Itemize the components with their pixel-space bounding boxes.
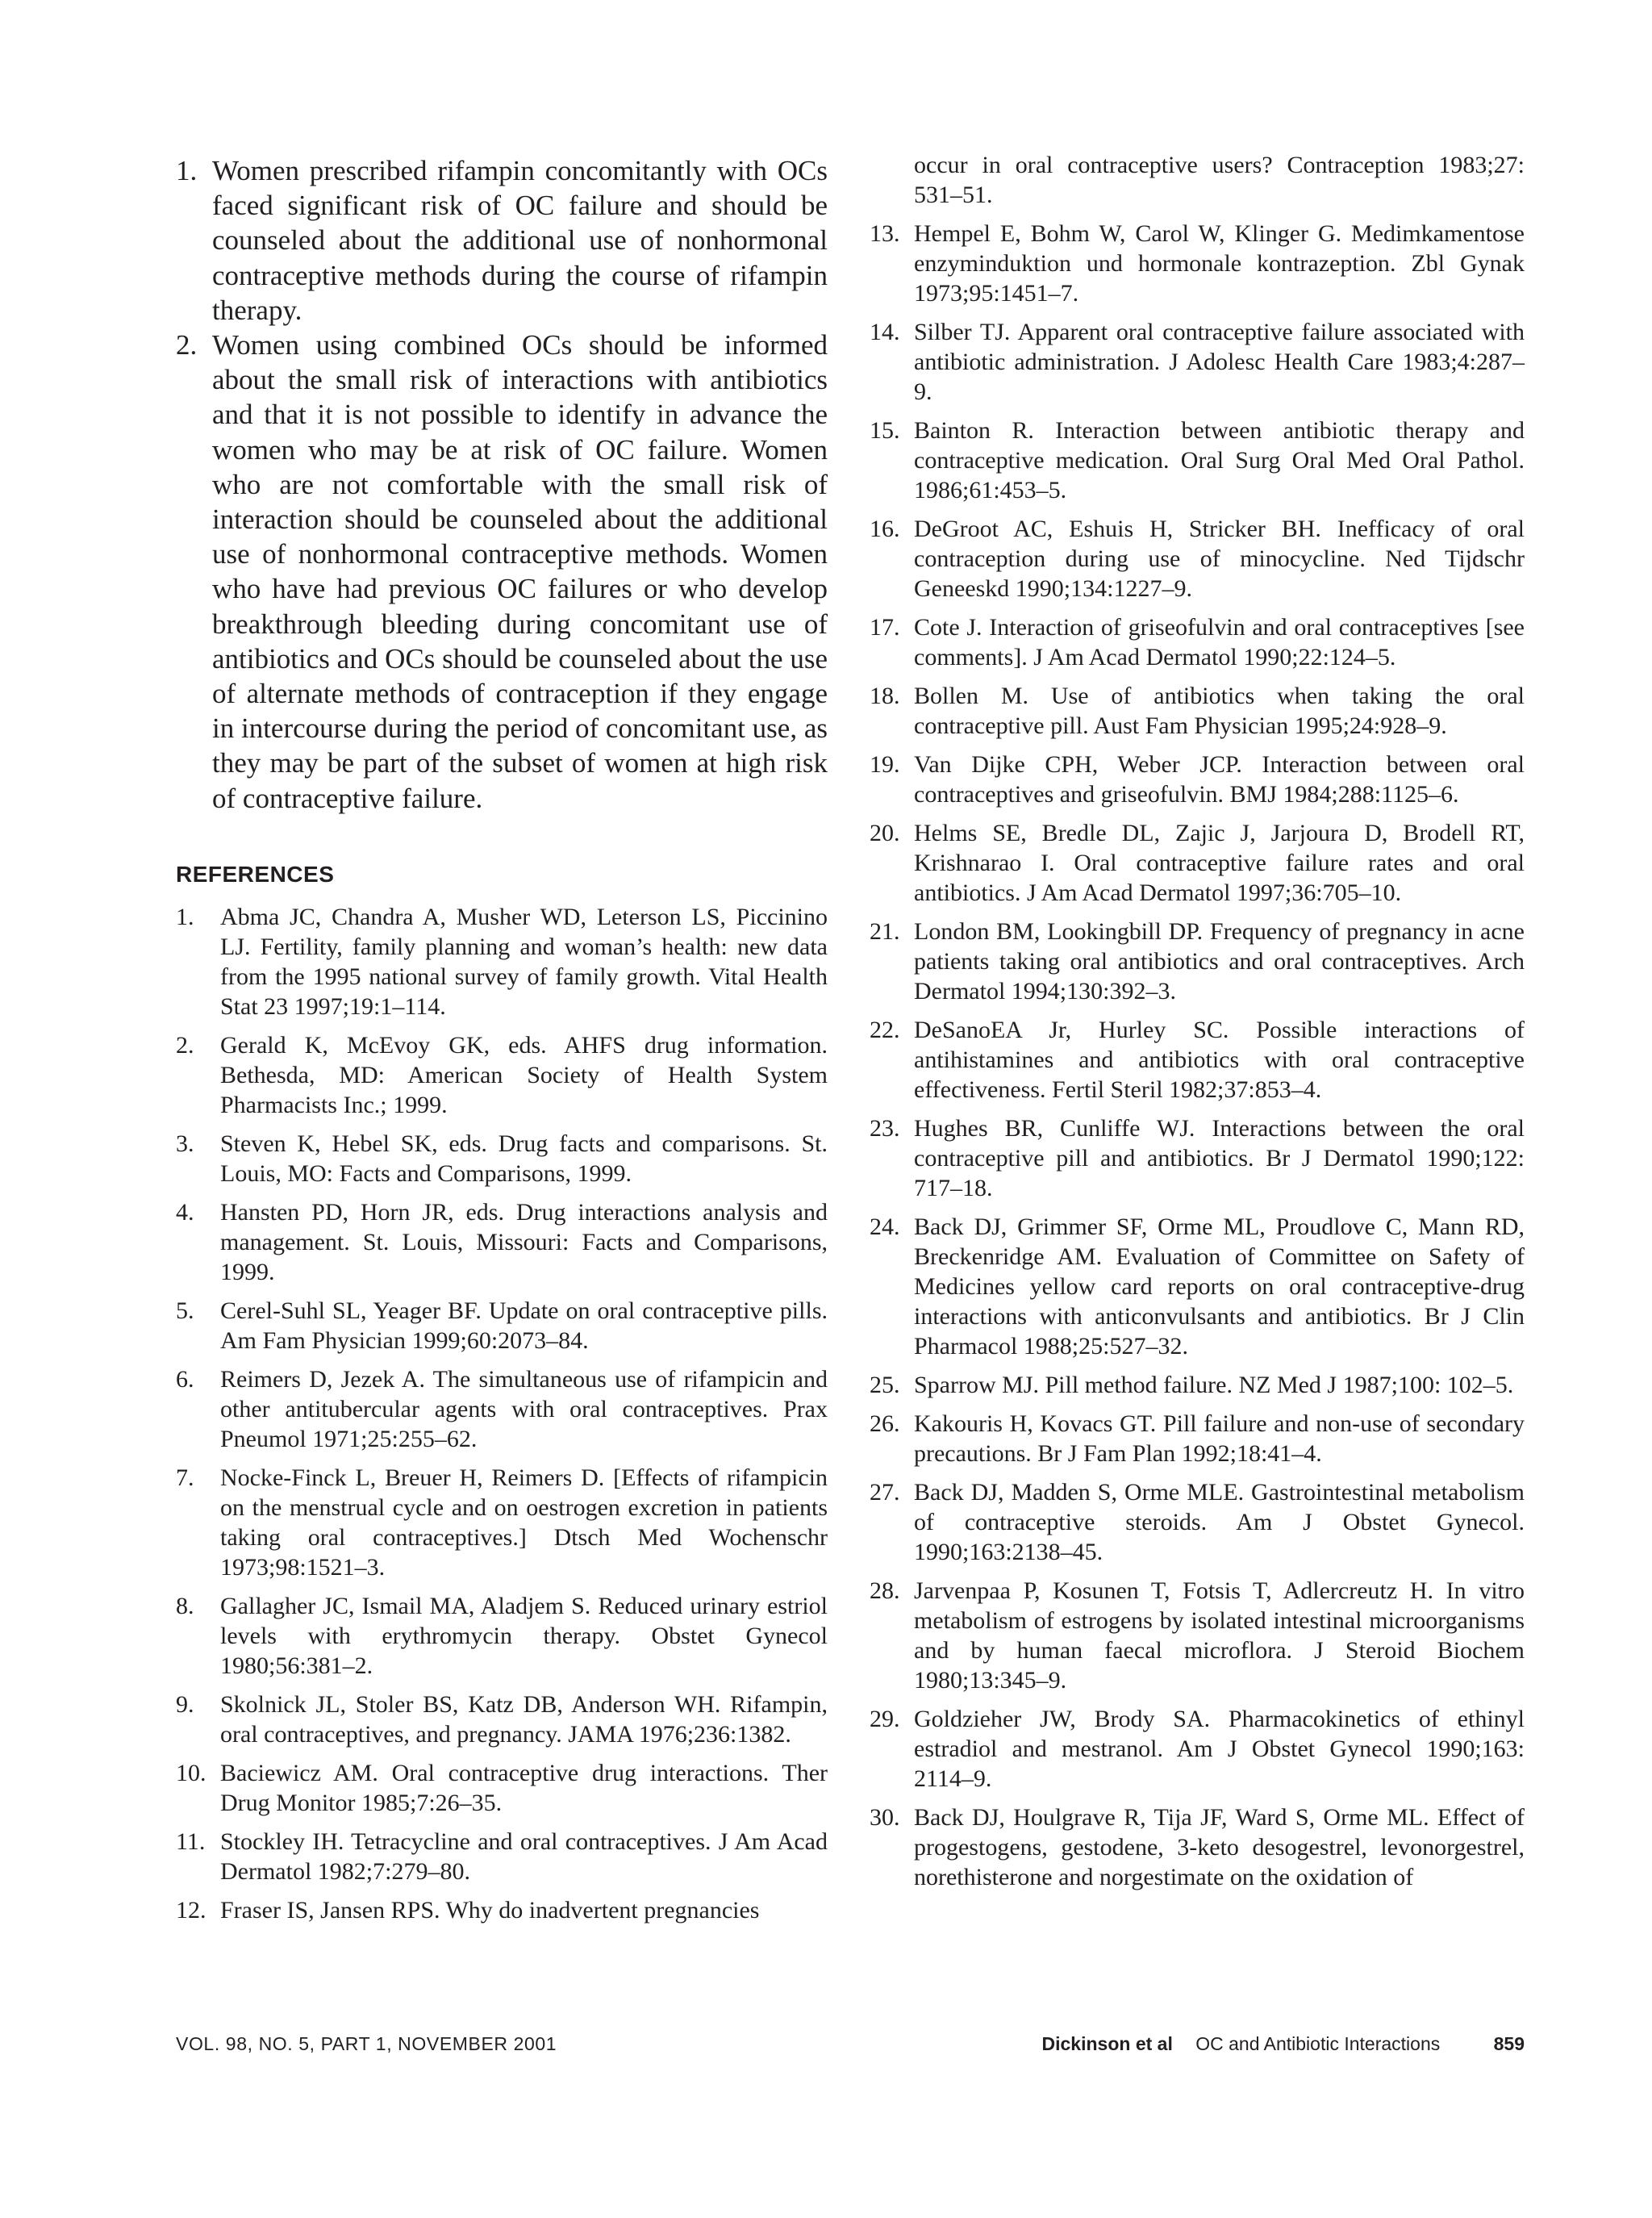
recommendation-item (176, 328, 828, 816)
reference-text: Gerald K, McEvoy GK, eds. AHFS drug information. Bethesda, MD: American Society of Health System Pharmacists Inc.; 1999. (220, 1032, 828, 1118)
reference-number: 9. (176, 1691, 194, 1718)
reference-text: Sparrow MJ. Pill method failure. NZ Med J 1987;100: 102–5. (914, 1372, 1514, 1398)
reference-item (176, 1591, 828, 1681)
reference-text: Kakouris H, Kovacs GT. Pill failure and non-use of secondary precautions. Br J Fam Plan 1992;18:41–4. (914, 1410, 1525, 1467)
running-footer (1042, 2033, 1525, 2055)
reference-number: 17. (870, 614, 900, 641)
reference-number: 23. (870, 1115, 900, 1142)
reference-item (870, 1212, 1525, 1361)
reference-text: Hughes BR, Cunliffe WJ. Interactions between the oral contraceptive pill and antibiotics. Br J Dermatol 1990;122: 717–18. (914, 1115, 1525, 1201)
reference-item (870, 1015, 1525, 1105)
reference-item (176, 1895, 828, 1925)
reference-item (176, 1197, 828, 1287)
reference-number: 8. (176, 1593, 194, 1619)
reference-continuation-text: occur in oral contraceptive users? Contraception 1983;27: 531–51. (914, 152, 1525, 208)
reference-text: Hempel E, Bohm W, Carol W, Klinger G. Medimkamentose enzyminduktion und hormonale kontrazeption. Zbl Gynak 1973;95:1451–7. (914, 220, 1525, 307)
reference-item (870, 1370, 1525, 1400)
reference-text: Stockley IH. Tetracycline and oral contraceptives. J Am Acad Dermatol 1982;7:279–80. (220, 1828, 828, 1885)
reference-number: 15. (870, 417, 900, 444)
reference-number: 28. (870, 1577, 900, 1604)
reference-number: 24. (870, 1213, 900, 1240)
reference-item (176, 1758, 828, 1818)
reference-number: 30. (870, 1804, 900, 1831)
reference-number: 19. (870, 751, 900, 778)
reference-item (176, 1129, 828, 1188)
reference-number: 4. (176, 1199, 194, 1226)
reference-number: 12. (176, 1897, 206, 1924)
reference-text: Cote J. Interaction of griseofulvin and oral contraceptives [see comments]. J Am Acad Dermatol 1990;22:124–5. (914, 614, 1525, 670)
reference-number: 10. (176, 1760, 206, 1786)
reference-text: Gallagher JC, Ismail MA, Aladjem S. Reduced urinary estriol levels with erythromycin therapy. Obstet Gynecol 1980;56:381–2. (220, 1593, 828, 1679)
reference-item (176, 1030, 828, 1120)
reference-number: 14. (870, 319, 900, 345)
reference-number: 27. (870, 1479, 900, 1506)
reference-text: Fraser IS, Jansen RPS. Why do inadvertent pregnancies (220, 1897, 760, 1924)
recommendation-text: Women using combined OCs should be informed about the small risk of interactions with antibiotics and that it is not possible to identify in advance the women who may be at risk of OC failure. Women who are not comfortable with the small risk of interaction should be counseled about the additional use of nonhormonal contraceptive methods. Women who have had previous OC failures or who develop breakthrough bleeding during concomitant use of antibiotics and OCs should be counseled about the use of alternate methods of contraception if they engage in intercourse during the period of concomitant use, as they may be part of the subset of women at high risk of contraceptive failure. (212, 329, 828, 814)
references-list-right (870, 219, 1525, 1892)
reference-item (870, 514, 1525, 604)
reference-number: 18. (870, 683, 900, 709)
reference-item (176, 902, 828, 1021)
left-column (176, 153, 828, 1924)
right-column (870, 150, 1525, 1901)
reference-text: DeSanoEA Jr, Hurley SC. Possible interactions of antihistamines and antibiotics with oral contraceptive effectiveness. Fertil Steril 1982;37:853–4. (914, 1017, 1525, 1103)
reference-item (176, 1690, 828, 1749)
reference-number: 29. (870, 1706, 900, 1732)
recommendation-text: Women prescribed rifampin concomitantly with OCs faced significant risk of OC failure and should be counseled about the additional use of nonhormonal contraceptive methods during the course of rifampin therapy. (212, 155, 828, 326)
reference-number: 16. (870, 516, 900, 542)
reference-number: 2. (176, 1032, 194, 1059)
reference-number: 7. (176, 1464, 194, 1491)
reference-text: Goldzieher JW, Brody SA. Pharmacokinetics of ethinyl estradiol and mestranol. Am J Obstet Gynecol 1990;163: 2114–9. (914, 1706, 1525, 1792)
running-authors: Dickinson et al (1041, 2033, 1173, 2054)
reference-item (870, 1576, 1525, 1695)
reference-item (176, 1463, 828, 1582)
reference-number: 11. (176, 1828, 206, 1855)
reference-number: 20. (870, 820, 900, 846)
reference-text: DeGroot AC, Eshuis H, Stricker BH. Inefficacy of oral contraception during use of minocycline. Ned Tijdschr Geneeskd 1990;134:1227–9. (914, 516, 1525, 602)
reference-item (870, 750, 1525, 809)
running-title: OC and Antibiotic Interactions (1195, 2033, 1441, 2054)
recommendation-item (176, 153, 828, 328)
reference-item (870, 818, 1525, 908)
reference-text: Cerel-Suhl SL, Yeager BF. Update on oral contraceptive pills. Am Fam Physician 1999;60:2073–84. (220, 1297, 828, 1354)
reference-text: Abma JC, Chandra A, Musher WD, Leterson LS, Piccinino LJ. Fertility, family planning and woman’s health: new data from the 1995 national survey of family growth. Vital Health Stat 23 1997;19:1–114. (220, 904, 828, 1020)
reference-number: 5. (176, 1297, 194, 1324)
reference-text: Bainton R. Interaction between antibiotic therapy and contraceptive medication. Oral Surg Oral Med Oral Pathol. 1986;61:453–5. (914, 417, 1525, 503)
reference-text: Nocke-Finck L, Breuer H, Reimers D. [Effects of rifampicin on the menstrual cycle and on oestrogen excretion in patients taking oral contraceptives.] Dtsch Med Wochenschr 1973;98:1521–3. (220, 1464, 828, 1581)
reference-number: 3. (176, 1130, 194, 1157)
reference-item (870, 317, 1525, 407)
reference-item (870, 612, 1525, 672)
reference-item (870, 917, 1525, 1006)
reference-text: Bollen M. Use of antibiotics when taking the oral contraceptive pill. Aust Fam Physician 1995;24:928–9. (914, 683, 1525, 739)
reference-text: Helms SE, Bredle DL, Zajic J, Jarjoura D, Brodell RT, Krishnarao I. Oral contraceptive failure rates and oral antibiotics. J Am Acad Dermatol 1997;36:705–10. (914, 820, 1525, 906)
reference-item (870, 219, 1525, 308)
references-list-left (176, 902, 828, 1934)
reference-number: 1. (176, 904, 194, 930)
reference-text: Reimers D, Jezek A. The simultaneous use of rifampicin and other antitubercular agents with oral contraceptives. Prax Pneumol 1971;25:255–62. (220, 1366, 828, 1452)
reference-number: 25. (870, 1372, 900, 1398)
reference-item (870, 1802, 1525, 1892)
reference-text: London BM, Lookingbill DP. Frequency of pregnancy in acne patients taking oral antibiotics and oral contraceptives. Arch Dermatol 1994;130:392–3. (914, 918, 1525, 1005)
reference-item (870, 416, 1525, 505)
page-footer (176, 2033, 1525, 2062)
recommendations-list (176, 153, 828, 816)
reference-number: 21. (870, 918, 900, 945)
reference-text: Skolnick JL, Stoler BS, Katz DB, Anderson WH. Rifampin, oral contraceptives, and pregnancy. JAMA 1976;236:1382. (220, 1691, 828, 1748)
reference-text: Back DJ, Houlgrave R, Tija JF, Ward S, Orme ML. Effect of progestogens, gestodene, 3-keto desogestrel, levonorgestrel, norethisterone and norgestimate on the oxidation of (914, 1804, 1525, 1890)
reference-item (870, 1409, 1525, 1468)
reference-text: Silber TJ. Apparent oral contraceptive failure associated with antibiotic administration. J Adolesc Health Care 1983;4:287–9. (914, 319, 1525, 405)
reference-item (176, 1364, 828, 1454)
reference-number: 22. (870, 1017, 900, 1043)
reference-text: Baciewicz AM. Oral contraceptive drug interactions. Ther Drug Monitor 1985;7:26–35. (220, 1760, 828, 1816)
reference-text: Steven K, Hebel SK, eds. Drug facts and comparisons. St. Louis, MO: Facts and Comparisons, 1999. (220, 1130, 828, 1187)
reference-text: Van Dijke CPH, Weber JCP. Interaction between oral contraceptives and griseofulvin. BMJ 1984;288:1125–6. (914, 751, 1525, 808)
reference-number: 6. (176, 1366, 194, 1393)
recommendation-number: 2. (176, 329, 198, 361)
reference-item (870, 1477, 1525, 1567)
reference-item (870, 1704, 1525, 1794)
reference-item (870, 681, 1525, 741)
references-heading: REFERENCES (176, 862, 335, 887)
reference-number: 13. (870, 220, 900, 247)
page-number: 859 (1493, 2033, 1525, 2054)
reference-text: Hansten PD, Horn JR, eds. Drug interactions analysis and management. St. Louis, Missouri: Facts and Comparisons, 1999. (220, 1199, 828, 1285)
recommendation-number: 1. (176, 155, 198, 186)
reference-item (176, 1827, 828, 1886)
journal-issue: VOL. 98, NO. 5, PART 1, NOVEMBER 2001 (176, 2033, 557, 2054)
reference-text: Back DJ, Madden S, Orme MLE. Gastrointestinal metabolism of contraceptive steroids. Am J Obstet Gynecol. 1990;163:2138–45. (914, 1479, 1525, 1565)
reference-item (176, 1296, 828, 1355)
reference-text: Back DJ, Grimmer SF, Orme ML, Proudlove C, Mann RD, Breckenridge AM. Evaluation of Committee on Safety of Medicines yellow card reports on oral contraceptive-drug interactions with anticonvulsants and antibiotics. Br J Clin Pharmacol 1988;25:527–32. (914, 1213, 1525, 1360)
reference-number: 26. (870, 1410, 900, 1437)
reference-text: Jarvenpaa P, Kosunen T, Fotsis T, Adlercreutz H. In vitro metabolism of estrogens by isolated intestinal microorganisms and by human faecal microflora. J Steroid Biochem 1980;13:345–9. (914, 1577, 1525, 1694)
reference-item (870, 1113, 1525, 1203)
reference-continuation (870, 150, 1525, 210)
